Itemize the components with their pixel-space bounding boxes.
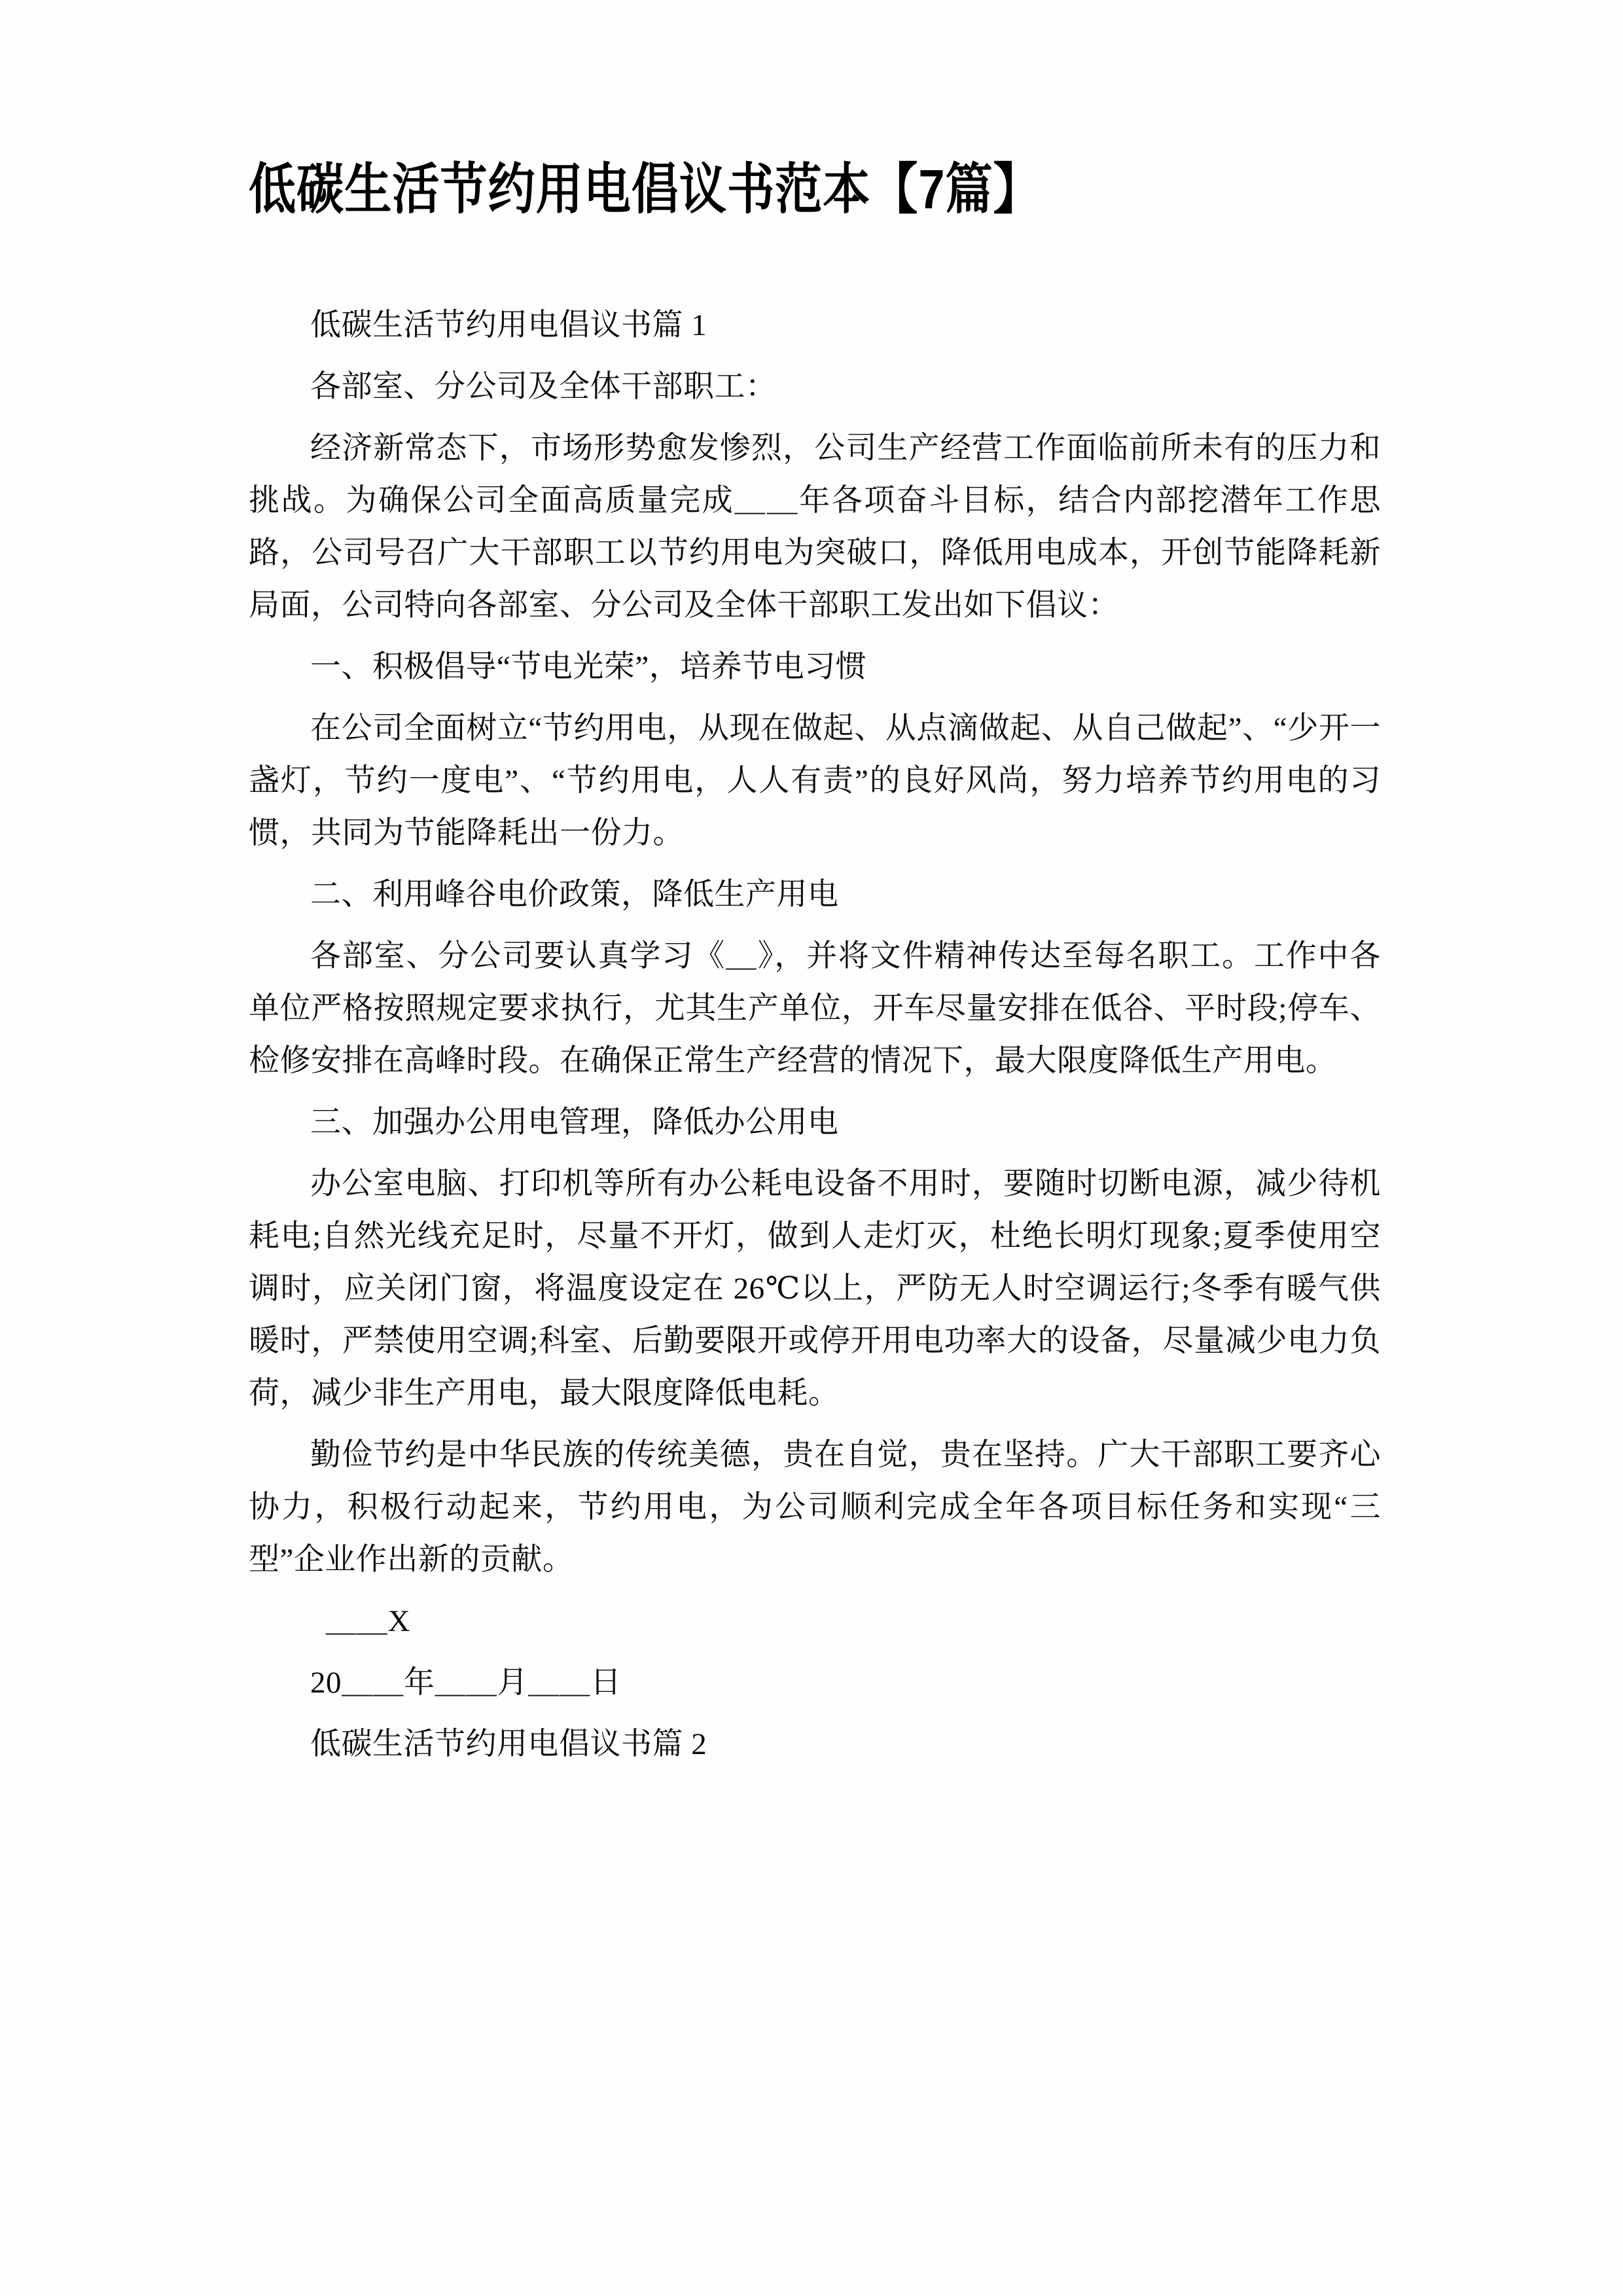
salutation: 各部室、分公司及全体干部职工：: [310, 370, 777, 404]
section-body-1: 在公司全面树立“节约用电，从现在做起、从点滴做起、从自己做起”、“少开一盏灯，节约一度电”、“节约用电，人人有责”的良好风尚，努力培养节约用电的习惯，共同为节能降耗出一份力。: [249, 711, 1381, 851]
section-body-2: 各部室、分公司要认真学习《＿》，并将文件精神传达至每名职工。工作中各单位严格按照规定要求执行，尤其生产单位，开车尽量安排在低谷、平时段;停车、检修安排在高峰时段。在确保正常生产经营的情况下，最大限度降低生产用电。: [249, 939, 1381, 1079]
document-content: [249, 157, 1381, 1780]
article-2-label: 低碳生活节约用电倡议书篇 2: [310, 1727, 707, 1762]
article-1-label: 低碳生活节约用电倡议书篇 1: [310, 308, 707, 343]
section-heading-2: 二、利用峰谷电价政策，降低生产用电: [310, 878, 839, 912]
section-body-3: 办公室电脑、打印机等所有办公耗电设备不用时，要随时切断电源，减少待机耗电;自然光线充足时，尽量不开灯，做到人走灯灭，杜绝长明灯现象;夏季使用空调时，应关闭门窗，将温度设定在 26℃以上，严防无人时空调运行;冬季有暖气供暖时，严禁使用空调;科室、后勤要限开或停开用电功率大的设备，尽量减少电力负荷，减少非生产用电，最大限度降低电耗。: [249, 1167, 1381, 1411]
closing-paragraph: 勤俭节约是中华民族的传统美德，贵在自觉，贵在坚持。广大干部职工要齐心协力，积极行动起来，节约用电，为公司顺利完成全年各项目标任务和实现“三型”企业作出新的贡献。: [249, 1438, 1381, 1577]
signature-date: 20＿＿年＿＿月＿＿日: [310, 1666, 622, 1700]
section-heading-1: 一、积极倡导“节电光荣”，培养节电习惯: [310, 650, 867, 685]
signature-name: ＿＿X: [325, 1604, 410, 1639]
opening-paragraph: 经济新常态下，市场形势愈发惨烈，公司生产经营工作面临前所未有的压力和挑战。为确保公司全面高质量完成＿＿年各项奋斗目标，结合内部挖潜年工作思路，公司号召广大干部职工以节约用电为突破口，降低用电成本，开创节能降耗新局面，公司特向各部室、分公司及全体干部职工发出如下倡议：: [249, 431, 1381, 623]
page-title: 低碳生活节约用电倡议书范本【7篇】: [249, 158, 1041, 220]
section-heading-3: 三、加强办公用电管理，降低办公用电: [310, 1105, 839, 1140]
